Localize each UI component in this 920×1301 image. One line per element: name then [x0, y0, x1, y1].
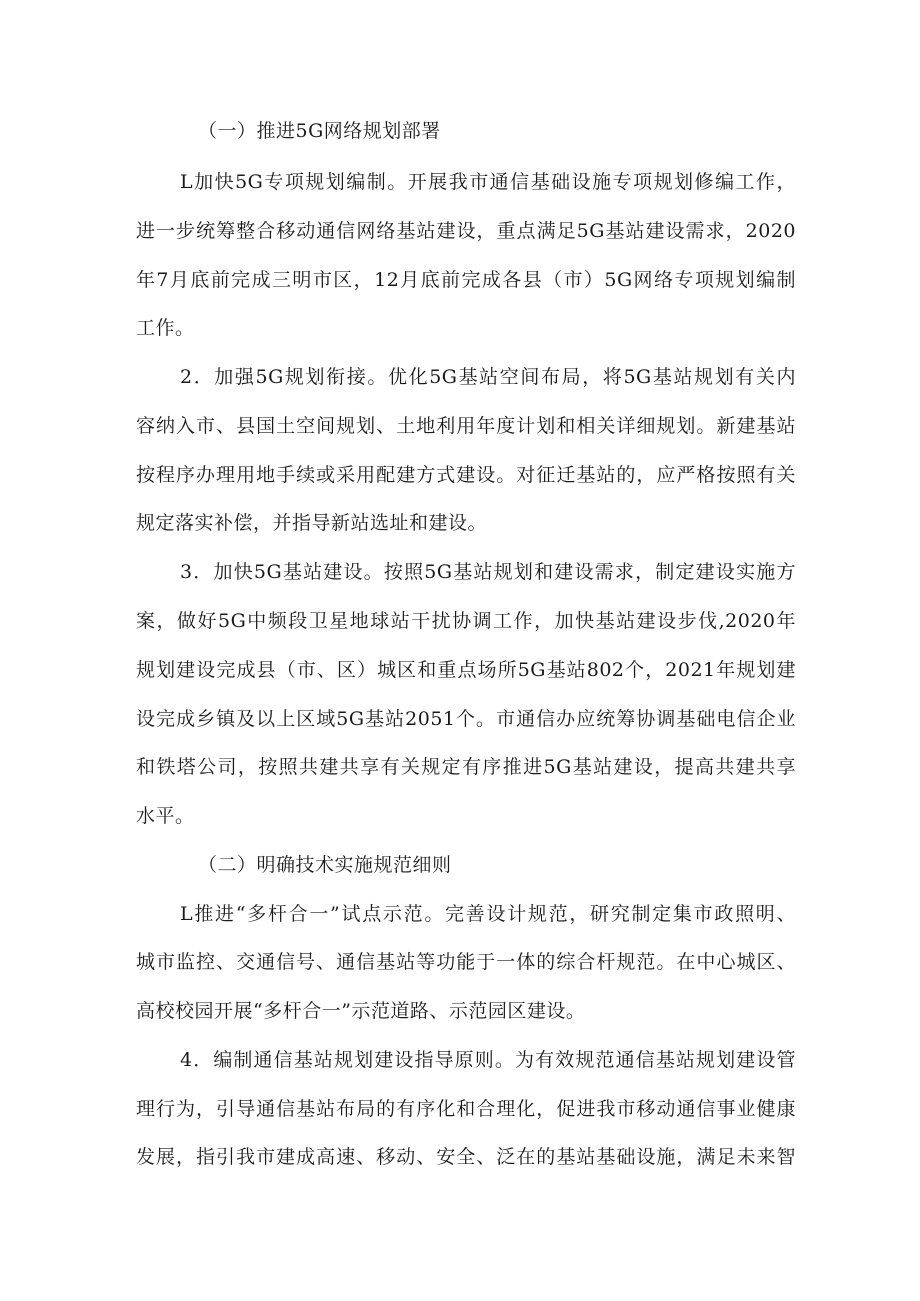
paragraph-1-line-2: 进一步统筹整合移动通信网络基站建设，重点满足5G基站建设需求，2020	[136, 220, 796, 242]
paragraph-3-line-5: 和铁塔公司，按照共建共享有关规定有序推进5G基站建设，提高共建共享	[136, 756, 796, 778]
paragraph-2-line-3: 按程序办理用地手续或采用配建方式建设。对征迁基站的，应严格按照有关	[136, 464, 796, 486]
paragraph-4-line-1: L推进“多杆合一”试点示范。完善设计规范，研究制定集市政照明、	[180, 903, 796, 925]
paragraph-3-line-6: 水平。	[136, 805, 195, 827]
section-heading-1: （一）推进5G网络规划部署	[198, 120, 441, 142]
paragraph-3-line-4: 设完成乡镇及以上区域5G基站2051个。市通信办应统筹协调基础电信企业	[136, 708, 796, 730]
paragraph-5-line-1: 4．编制通信基站规划建设指导原则。为有效规范通信基站规划建设管	[180, 1049, 796, 1071]
paragraph-1-line-3: 年7月底前完成三明市区，12月底前完成各县（市）5G网络专项规划编制	[136, 269, 796, 291]
paragraph-2-line-4: 规定落实补偿，并指导新站选址和建设。	[136, 512, 488, 534]
paragraph-4-line-2: 城市监控、交通信号、通信基站等功能于一体的综合杆规范。在中心城区、	[136, 951, 796, 973]
paragraph-4-line-3: 高校校园开展“多杆合一”示范道路、示范园区建设。	[136, 1000, 586, 1022]
paragraph-3-line-1: 3．加快5G基站建设。按照5G基站规划和建设需求，制定建设实施方	[180, 561, 796, 583]
paragraph-3-line-2: 案，做好5G中频段卫星地球站干扰协调工作，加快基站建设步伐,2020年	[136, 610, 796, 632]
section-heading-2: （二）明确技术实施规范细则	[198, 854, 452, 876]
paragraph-2-line-1: 2．加强5G规划衔接。优化5G基站空间布局，将5G基站规划有关内	[180, 366, 796, 388]
paragraph-3-line-3: 规划建设完成县（市、区）城区和重点场所5G基站802个，2021年规划建	[136, 659, 796, 681]
paragraph-1-line-4: 工作。	[136, 317, 195, 339]
paragraph-5-line-3: 发展，指引我市建成高速、移动、安全、泛在的基站基础设施，满足未来智	[136, 1146, 796, 1168]
paragraph-1-line-1: L加快5G专项规划编制。开展我市通信基础设施专项规划修编工作，	[180, 171, 796, 193]
paragraph-5-line-2: 理行为，引导通信基站布局的有序化和合理化，促进我市移动通信事业健康	[136, 1098, 796, 1120]
paragraph-2-line-2: 容纳入市、县国土空间规划、土地利用年度计划和相关详细规划。新建基站	[136, 415, 796, 437]
